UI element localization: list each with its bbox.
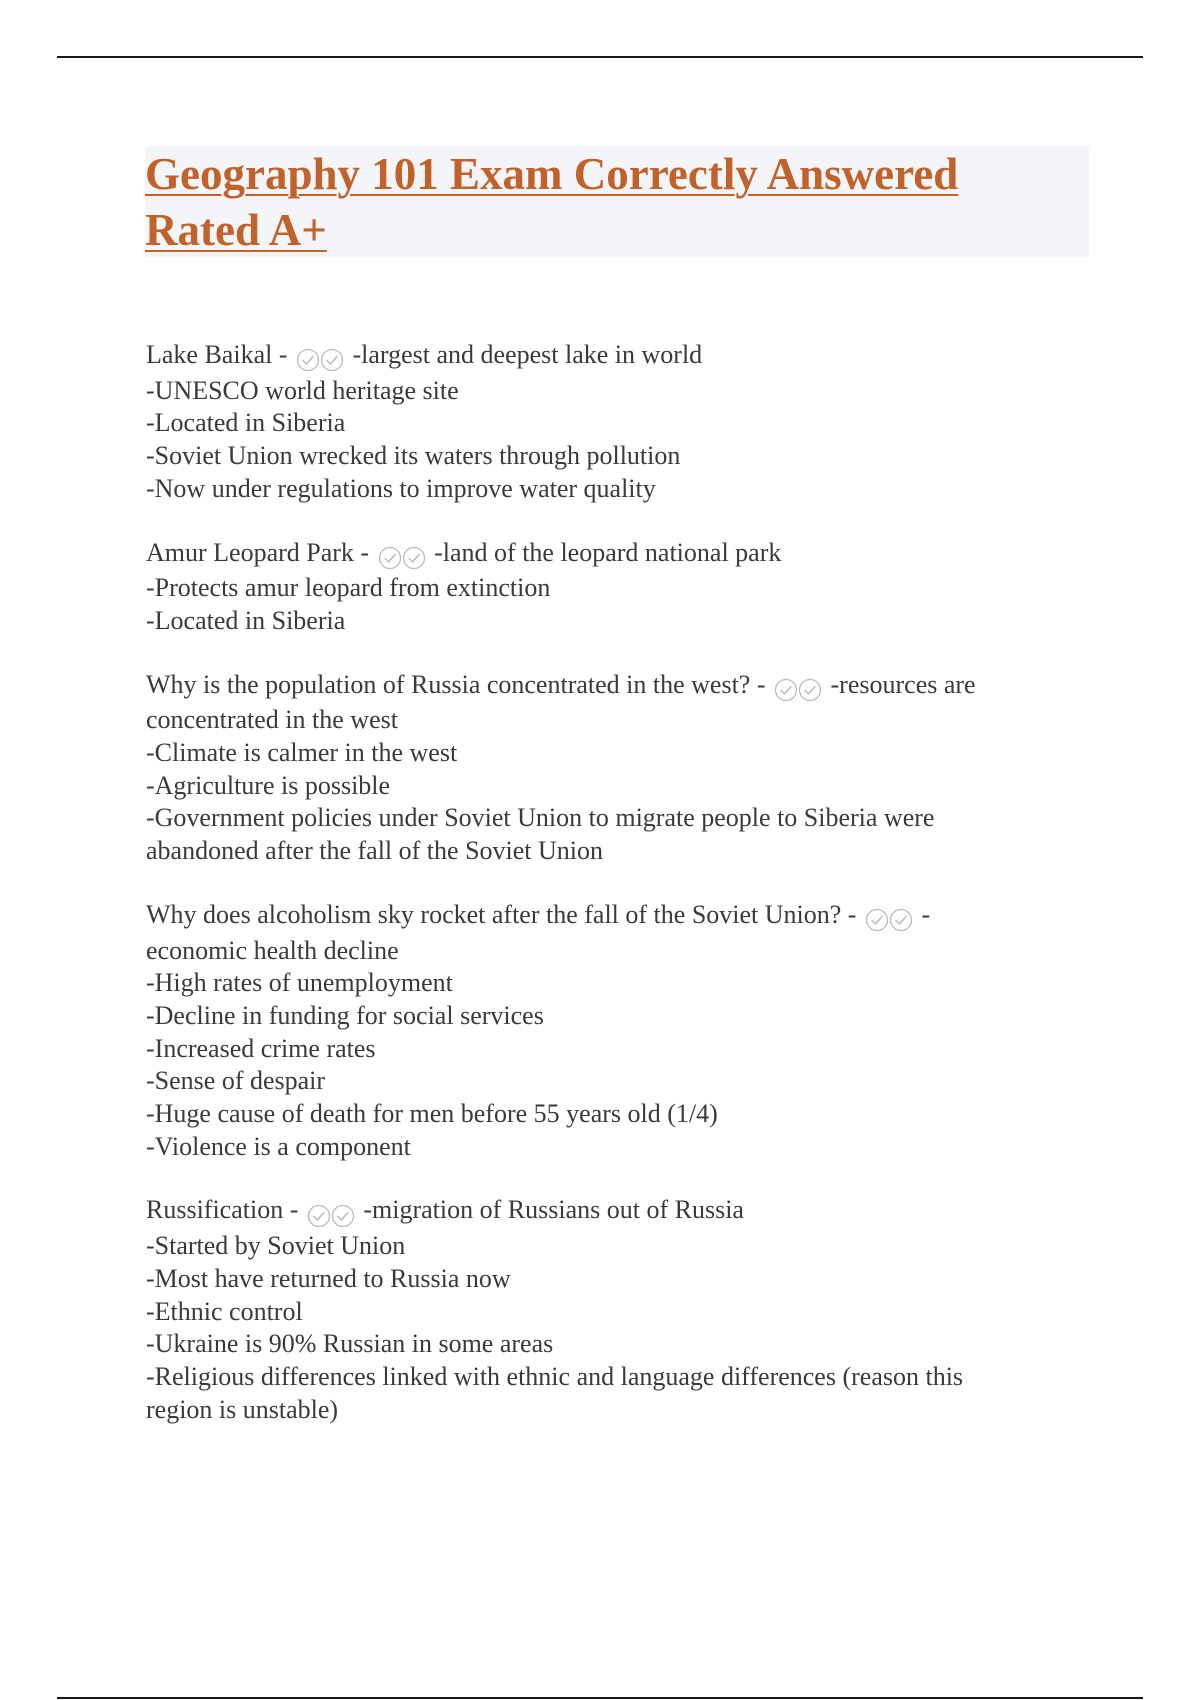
flashcard-answer-line: concentrated in the west [146,705,398,735]
flashcard-answer-line: -Religious differences linked with ethnic and language differences (reason this [146,1361,964,1391]
flashcard-answer-line: economic health decline [146,935,399,965]
answer-marker [378,540,426,573]
flashcard-term-line [146,669,1086,705]
flashcard-answer-line: -Protects amur leopard from extinction [146,573,551,603]
check-circle-icon [798,678,822,702]
flashcard [146,1194,1086,1426]
flashcard-answer-line: -Now under regulations to improve water quality [146,473,656,503]
flashcard [146,537,1086,638]
flashcard-term: Why is the population of Russia concentrated in the west? - [146,669,773,699]
flashcard-answer-line: -Located in Siberia [146,605,346,635]
check-circle-icon [307,1204,331,1228]
check-circle-icon [865,908,889,932]
flashcard-answer-line: -Most have returned to Russia now [146,1263,511,1293]
bottom-rule [57,1697,1143,1699]
check-circle-icon [378,546,402,570]
flashcard-answer-line: -Soviet Union wrecked its waters through pollution [146,441,681,471]
top-rule [57,56,1143,58]
answer-marker [865,902,913,935]
document-title: Geography 101 Exam Correctly Answered Rated A+ [145,149,959,255]
check-circle-icon [331,1204,355,1228]
flashcard-answer-line: abandoned after the fall of the Soviet Union [146,836,604,866]
flashcard-answer-line: -High rates of unemployment [146,968,453,998]
flashcard-term-line [146,1194,1086,1230]
flashcard [146,339,1086,506]
flashcard [146,669,1086,868]
check-circle-icon [889,908,913,932]
check-circle-icon [774,678,798,702]
flashcard-answer: - [914,899,931,929]
flashcard-answer-line: -Started by Soviet Union [146,1231,406,1261]
answer-marker [296,342,344,375]
check-circle-icon [320,348,344,372]
flashcard-term: Why does alcoholism sky rocket after the fall of the Soviet Union? - [146,899,863,929]
flashcard-answer-line: -Violence is a component [146,1131,411,1161]
flashcard-answer-line: -Increased crime rates [146,1033,376,1063]
flashcard-answer-line: -Ukraine is 90% Russian in some areas [146,1329,554,1359]
flashcard-answer-line: -Government policies under Soviet Union to migrate people to Siberia were [146,803,935,833]
flashcard-list [146,339,1086,1457]
flashcard-term: Lake Baikal - [146,340,294,369]
flashcard-answer-line: -UNESCO world heritage site [146,375,459,405]
flashcard-term-line [146,537,1086,573]
flashcard-answer-line: -Sense of despair [146,1066,326,1096]
answer-marker [307,1197,355,1230]
check-circle-icon [296,348,320,372]
flashcard-term-line [146,339,1086,375]
flashcard-answer-line: -Located in Siberia [146,408,346,438]
flashcard-answer-line: -Agriculture is possible [146,770,391,800]
flashcard-answer-line: -Huge cause of death for men before 55 years old (1/4) [146,1099,718,1129]
flashcard-answer: -largest and deepest lake in world [346,340,703,369]
flashcard-answer-line: -Ethnic control [146,1296,303,1326]
flashcard-answer-line: -Decline in funding for social services [146,1000,544,1030]
flashcard-term: Russification - [146,1195,305,1225]
check-circle-icon [402,546,426,570]
flashcard-answer: -land of the leopard national park [427,537,782,567]
flashcard-term: Amur Leopard Park - [146,537,376,567]
flashcard-answer-line: -Climate is calmer in the west [146,738,458,768]
flashcard-answer: -migration of Russians out of Russia [356,1195,744,1225]
flashcard-answer-line: region is unstable) [146,1394,339,1424]
answer-marker [774,672,822,705]
flashcard-term-line [146,899,1086,935]
flashcard [146,899,1086,1164]
flashcard-answer: -resources are [824,669,976,699]
